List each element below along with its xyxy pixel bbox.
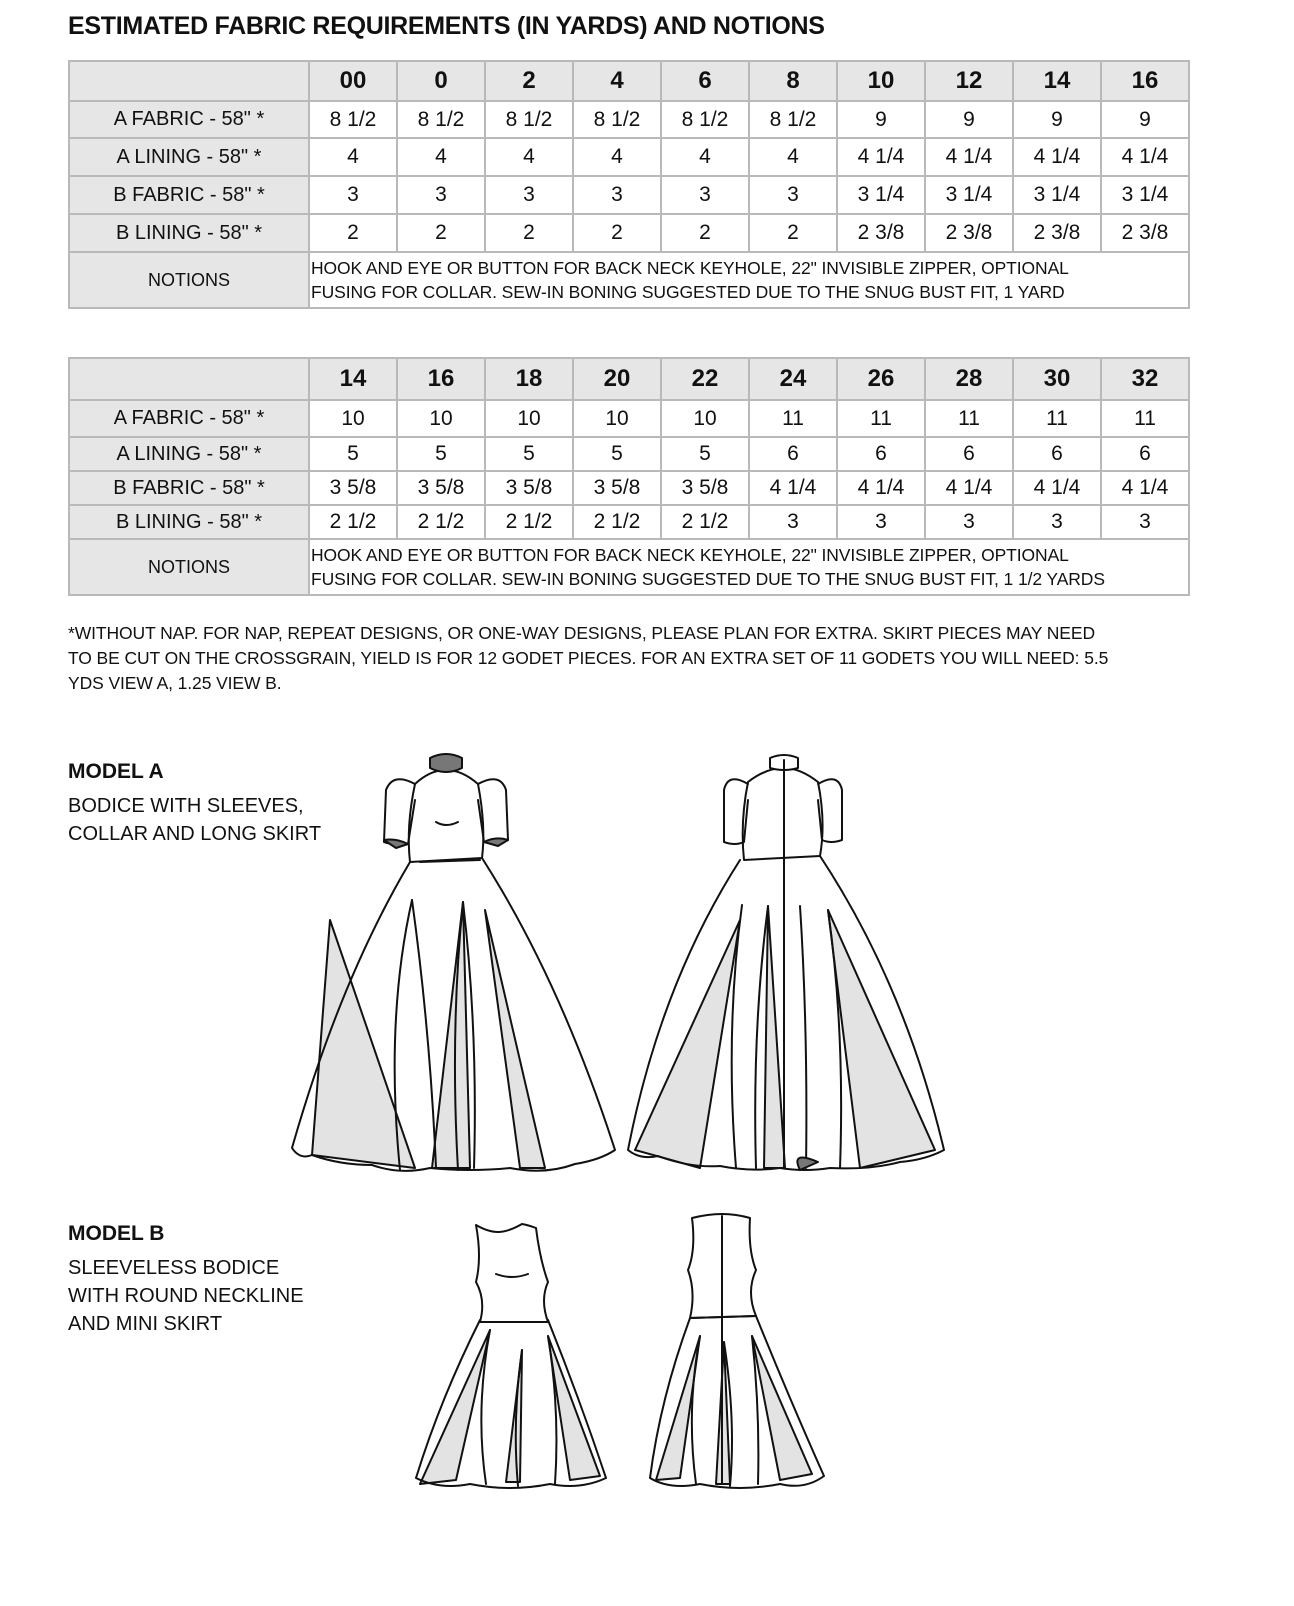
yardage-cell: 6: [749, 437, 837, 471]
yardage-cell: 10: [309, 400, 397, 437]
footnote-line: *WITHOUT NAP. FOR NAP, REPEAT DESIGNS, OR ONE-WAY DESIGNS, PLEASE PLAN FOR EXTRA. SKIRT PIECES MAY NEED: [68, 623, 1095, 643]
yardage-cell: 2: [309, 214, 397, 252]
yardage-cell: 2 1/2: [573, 505, 661, 539]
yardage-cell: 2 1/2: [309, 505, 397, 539]
yardage-cell: 9: [837, 101, 925, 138]
yardage-cell: 3: [925, 505, 1013, 539]
row-label: A LINING - 58" *: [69, 437, 309, 471]
yardage-cell: 4 1/4: [749, 471, 837, 505]
yardage-cell: 4 1/4: [1013, 138, 1101, 176]
row-label: B FABRIC - 58" *: [69, 176, 309, 214]
size-header: 30: [1013, 358, 1101, 400]
yardage-cell: 4 1/4: [1013, 471, 1101, 505]
model-b-front-illustration: [416, 1224, 606, 1488]
yardage-cell: 3 5/8: [309, 471, 397, 505]
yardage-cell: 2 3/8: [1101, 214, 1189, 252]
yardage-cell: 6: [925, 437, 1013, 471]
size-header: 16: [397, 358, 485, 400]
yardage-cell: 11: [1013, 400, 1101, 437]
yardage-cell: 3 1/4: [1013, 176, 1101, 214]
yardage-cell: 6: [1101, 437, 1189, 471]
yardage-cell: 2: [397, 214, 485, 252]
yardage-cell: 4: [661, 138, 749, 176]
yardage-cell: 3 5/8: [397, 471, 485, 505]
yardage-cell: 3 5/8: [485, 471, 573, 505]
yardage-cell: 3: [749, 505, 837, 539]
model-a-front-illustration: [292, 754, 615, 1171]
yardage-cell: 2 1/2: [661, 505, 749, 539]
model-b-desc-line: SLEEVELESS BODICE: [68, 1257, 280, 1279]
yardage-cell: 2: [749, 214, 837, 252]
yardage-cell: 11: [925, 400, 1013, 437]
yardage-cell: 3: [749, 176, 837, 214]
size-header: 0: [397, 61, 485, 101]
yardage-cell: 8 1/2: [749, 101, 837, 138]
yardage-cell: 6: [837, 437, 925, 471]
yardage-cell: 4 1/4: [925, 471, 1013, 505]
size-header: 2: [485, 61, 573, 101]
size-header: 24: [749, 358, 837, 400]
yardage-cell: 3: [309, 176, 397, 214]
notions-label: NOTIONS: [69, 252, 309, 308]
yardage-cell: 2 3/8: [1013, 214, 1101, 252]
yardage-cell: 4: [485, 138, 573, 176]
yardage-cell: 4: [397, 138, 485, 176]
notions-line: FUSING FOR COLLAR. SEW-IN BONING SUGGESTED DUE TO THE SNUG BUST FIT, 1 YARD: [311, 282, 1065, 302]
size-header: 28: [925, 358, 1013, 400]
row-label: B LINING - 58" *: [69, 214, 309, 252]
size-header: 00: [309, 61, 397, 101]
size-header: 16: [1101, 61, 1189, 101]
size-header: 14: [1013, 61, 1101, 101]
yardage-cell: 5: [485, 437, 573, 471]
yardage-cell: 3 1/4: [837, 176, 925, 214]
size-header: 22: [661, 358, 749, 400]
yardage-cell: 4 1/4: [837, 471, 925, 505]
yardage-cell: 5: [309, 437, 397, 471]
model-a-title: MODEL A: [68, 760, 164, 783]
yardage-cell: 10: [573, 400, 661, 437]
size-header: 4: [573, 61, 661, 101]
size-header: 26: [837, 358, 925, 400]
yardage-cell: 5: [661, 437, 749, 471]
yardage-cell: 3 5/8: [661, 471, 749, 505]
yardage-cell: 3 5/8: [573, 471, 661, 505]
yardage-cell: 8 1/2: [661, 101, 749, 138]
row-label: B LINING - 58" *: [69, 505, 309, 539]
yardage-cell: 8 1/2: [485, 101, 573, 138]
yardage-cell: 3: [837, 505, 925, 539]
yardage-cell: 4: [749, 138, 837, 176]
yardage-cell: 4: [573, 138, 661, 176]
yardage-cell: 3: [573, 176, 661, 214]
row-label: A FABRIC - 58" *: [69, 400, 309, 437]
yardage-cell: 2: [661, 214, 749, 252]
yardage-cell: 2 3/8: [925, 214, 1013, 252]
footnote-line: TO BE CUT ON THE CROSSGRAIN, YIELD IS FOR 12 GODET PIECES. FOR AN EXTRA SET OF 11 GODETS YOU WILL NEED: 5.5: [68, 648, 1109, 668]
size-header: 6: [661, 61, 749, 101]
yardage-cell: 2 3/8: [837, 214, 925, 252]
yardage-cell: 4 1/4: [1101, 471, 1189, 505]
yardage-cell: 11: [749, 400, 837, 437]
yardage-cell: 10: [661, 400, 749, 437]
yardage-cell: 3: [1013, 505, 1101, 539]
yardage-cell: 9: [925, 101, 1013, 138]
yardage-cell: 11: [837, 400, 925, 437]
yardage-cell: 5: [397, 437, 485, 471]
row-label: A FABRIC - 58" *: [69, 101, 309, 138]
yardage-cell: 4 1/4: [925, 138, 1013, 176]
yardage-cell: 3: [1101, 505, 1189, 539]
yardage-cell: 11: [1101, 400, 1189, 437]
yardage-cell: 3 1/4: [1101, 176, 1189, 214]
yardage-cell: 2: [485, 214, 573, 252]
row-label: A LINING - 58" *: [69, 138, 309, 176]
yardage-cell: 6: [1013, 437, 1101, 471]
yardage-cell: 4 1/4: [1101, 138, 1189, 176]
yardage-cell: 10: [485, 400, 573, 437]
size-header: 18: [485, 358, 573, 400]
yardage-cell: 2 1/2: [485, 505, 573, 539]
size-header: 20: [573, 358, 661, 400]
yardage-cell: 3: [397, 176, 485, 214]
yardage-cell: 9: [1101, 101, 1189, 138]
notions-line: FUSING FOR COLLAR. SEW-IN BONING SUGGESTED DUE TO THE SNUG BUST FIT, 1 1/2 YARDS: [311, 569, 1105, 589]
yardage-cell: 4 1/4: [837, 138, 925, 176]
notions-label: NOTIONS: [69, 539, 309, 595]
yardage-cell: 9: [1013, 101, 1101, 138]
yardage-cell: 10: [397, 400, 485, 437]
model-b-title: MODEL B: [68, 1222, 165, 1245]
yardage-cell: 8 1/2: [397, 101, 485, 138]
notions-line: HOOK AND EYE OR BUTTON FOR BACK NECK KEYHOLE, 22" INVISIBLE ZIPPER, OPTIONAL: [311, 258, 1069, 278]
yardage-cell: 5: [573, 437, 661, 471]
size-header: 8: [749, 61, 837, 101]
row-label: B FABRIC - 58" *: [69, 471, 309, 505]
model-a-back-illustration: [628, 755, 944, 1170]
footnote-line: YDS VIEW A, 1.25 VIEW B.: [68, 673, 282, 693]
model-b-back-illustration: [650, 1214, 824, 1488]
size-header: 32: [1101, 358, 1189, 400]
model-a-desc-line: COLLAR AND LONG SKIRT: [68, 823, 322, 845]
model-a-desc-line: BODICE WITH SLEEVES,: [68, 795, 304, 817]
page-title: ESTIMATED FABRIC REQUIREMENTS (IN YARDS) AND NOTIONS: [68, 12, 825, 40]
size-header: 10: [837, 61, 925, 101]
yardage-cell: 3 1/4: [925, 176, 1013, 214]
yardage-cell: 3: [485, 176, 573, 214]
yardage-cell: 4: [309, 138, 397, 176]
notions-line: HOOK AND EYE OR BUTTON FOR BACK NECK KEYHOLE, 22" INVISIBLE ZIPPER, OPTIONAL: [311, 545, 1069, 565]
yardage-cell: 3: [661, 176, 749, 214]
yardage-cell: 2 1/2: [397, 505, 485, 539]
size-header: 12: [925, 61, 1013, 101]
yardage-cell: 8 1/2: [573, 101, 661, 138]
model-b-desc-line: WITH ROUND NECKLINE: [68, 1285, 304, 1307]
yardage-cell: 8 1/2: [309, 101, 397, 138]
yardage-cell: 2: [573, 214, 661, 252]
size-header: 14: [309, 358, 397, 400]
model-b-desc-line: AND MINI SKIRT: [68, 1313, 223, 1335]
